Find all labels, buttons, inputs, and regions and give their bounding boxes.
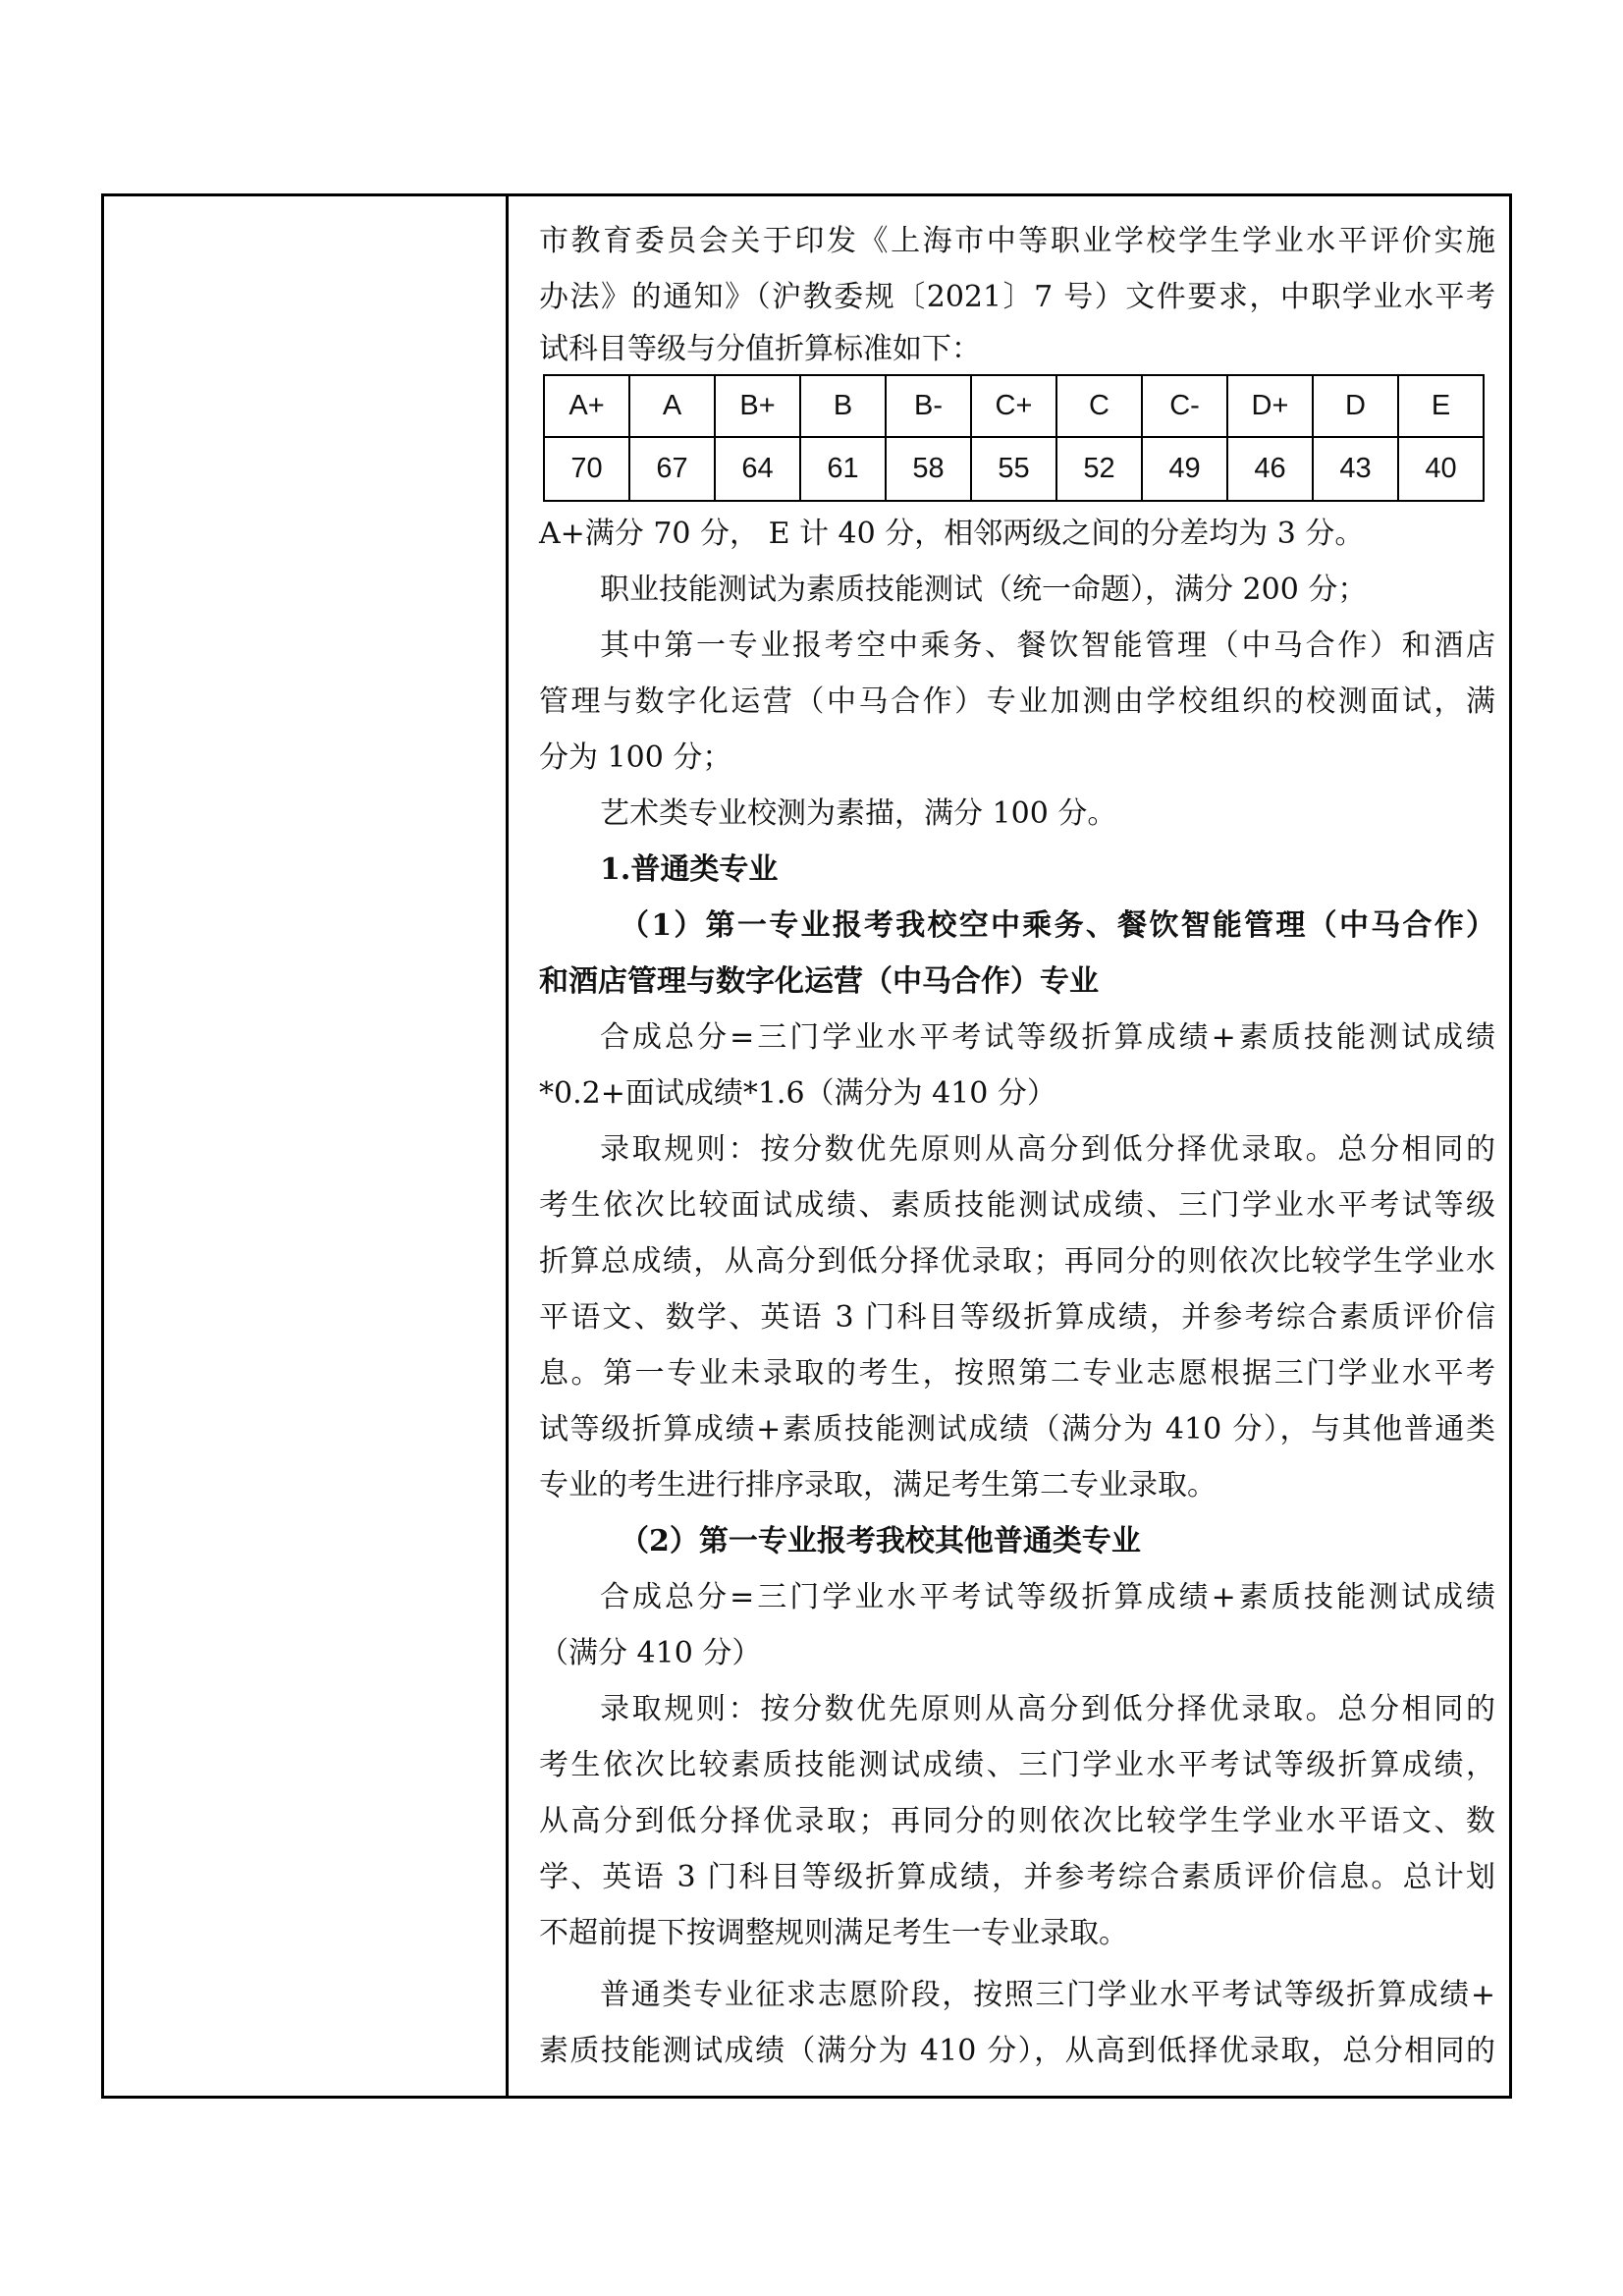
score-cell: 58 — [886, 437, 971, 501]
rule-line: 学、英语 3 门科目等级折算成绩，并参考综合素质评价信息。总计划 — [539, 1860, 1495, 1894]
grade-cell: E — [1398, 375, 1484, 437]
score-cell: 55 — [971, 437, 1056, 501]
score-cell: 43 — [1313, 437, 1398, 501]
grade-cell: C+ — [971, 375, 1056, 437]
grade-cell: A — [629, 375, 715, 437]
art-test-line: 艺术类专业校测为素描，满分 100 分。 — [600, 796, 1117, 831]
grade-cell: C- — [1142, 375, 1227, 437]
subsection-heading: 和酒店管理与数字化运营（中马合作）专业 — [539, 964, 1099, 999]
score-cell: 52 — [1056, 437, 1142, 501]
subsection-heading: （1）第一专业报考我校空中乘务、餐饮智能管理（中马合作） — [620, 908, 1495, 943]
score-cell: 70 — [544, 437, 629, 501]
interview-line: 分为 100 分； — [539, 740, 732, 775]
grade-row — [544, 375, 1484, 437]
formula-line: （满分 410 分） — [539, 1636, 762, 1670]
left-column-cell — [104, 196, 509, 2096]
rule-line: 折算总成绩，从高分到低分择优录取；再同分的则依次比较学生学业水 — [539, 1244, 1495, 1279]
rule-line: 从高分到低分择优录取；再同分的则依次比较学生学业水平语文、数 — [539, 1804, 1495, 1838]
score-cell: 67 — [629, 437, 715, 501]
rule-line: 平语文、数学、英语 3 门科目等级折算成绩，并参考综合素质评价信 — [539, 1300, 1495, 1335]
grade-cell: C — [1056, 375, 1142, 437]
grade-cell: B- — [886, 375, 971, 437]
rule-line: 考生依次比较面试成绩、素质技能测试成绩、三门学业水平考试等级 — [539, 1188, 1495, 1223]
score-row — [544, 437, 1484, 501]
section-heading: 1.普通类专业 — [600, 852, 779, 887]
rule-line: 息。第一专业未录取的考生，按照第二专业志愿根据三门学业水平考 — [539, 1356, 1495, 1391]
after-table-note: A+满分 70 分， E 计 40 分，相邻两级之间的分差均为 3 分。 — [539, 517, 1365, 551]
grade-cell: B — [800, 375, 886, 437]
right-column-content — [512, 196, 1509, 2096]
score-cell: 46 — [1227, 437, 1313, 501]
rule-line: 专业的考生进行排序录取，满足考生第二专业录取。 — [539, 1468, 1217, 1503]
grade-cell: A+ — [544, 375, 629, 437]
subsection-heading: （2）第一专业报考我校其他普通类专业 — [620, 1524, 1141, 1558]
formula-line: 合成总分=三门学业水平考试等级折算成绩+素质技能测试成绩 — [600, 1020, 1495, 1055]
score-cell: 49 — [1142, 437, 1227, 501]
rule-line: 录取规则：按分数优先原则从高分到低分择优录取。总分相同的 — [600, 1692, 1495, 1726]
score-cell: 40 — [1398, 437, 1484, 501]
skill-test-line: 职业技能测试为素质技能测试（统一命题），满分 200 分； — [600, 573, 1368, 607]
rule-line: 不超前提下按调整规则满足考生一专业录取。 — [539, 1916, 1128, 1950]
document-table-frame — [101, 193, 1512, 2099]
score-cell: 61 — [800, 437, 886, 501]
rule-line: 录取规则：按分数优先原则从高分到低分择优录取。总分相同的 — [600, 1132, 1495, 1167]
formula-line: *0.2+面试成绩*1.6（满分为 410 分） — [539, 1076, 1056, 1111]
formula-line: 合成总分=三门学业水平考试等级折算成绩+素质技能测试成绩 — [600, 1580, 1495, 1614]
intro-line: 试科目等级与分值折算标准如下： — [539, 332, 981, 366]
intro-line: 办法》的通知》（沪教委规〔2021〕7 号）文件要求，中职学业水平考 — [539, 280, 1495, 314]
solicit-line: 素质技能测试成绩（满分为 410 分），从高到低择优录取，总分相同的 — [539, 2034, 1495, 2068]
grade-score-table — [543, 374, 1485, 502]
rule-line: 试等级折算成绩+素质技能测试成绩（满分为 410 分），与其他普通类 — [539, 1412, 1495, 1447]
solicit-line: 普通类专业征求志愿阶段，按照三门学业水平考试等级折算成绩+ — [600, 1978, 1495, 2012]
grade-cell: D — [1313, 375, 1398, 437]
interview-line: 其中第一专业报考空中乘务、餐饮智能管理（中马合作）和酒店 — [600, 629, 1495, 663]
score-cell: 64 — [715, 437, 800, 501]
rule-line: 考生依次比较素质技能测试成绩、三门学业水平考试等级折算成绩， — [539, 1748, 1495, 1782]
interview-line: 管理与数字化运营（中马合作）专业加测由学校组织的校测面试，满 — [539, 684, 1495, 719]
grade-cell: D+ — [1227, 375, 1313, 437]
intro-line: 市教育委员会关于印发《上海市中等职业学校学生学业水平评价实施 — [539, 224, 1495, 258]
grade-cell: B+ — [715, 375, 800, 437]
